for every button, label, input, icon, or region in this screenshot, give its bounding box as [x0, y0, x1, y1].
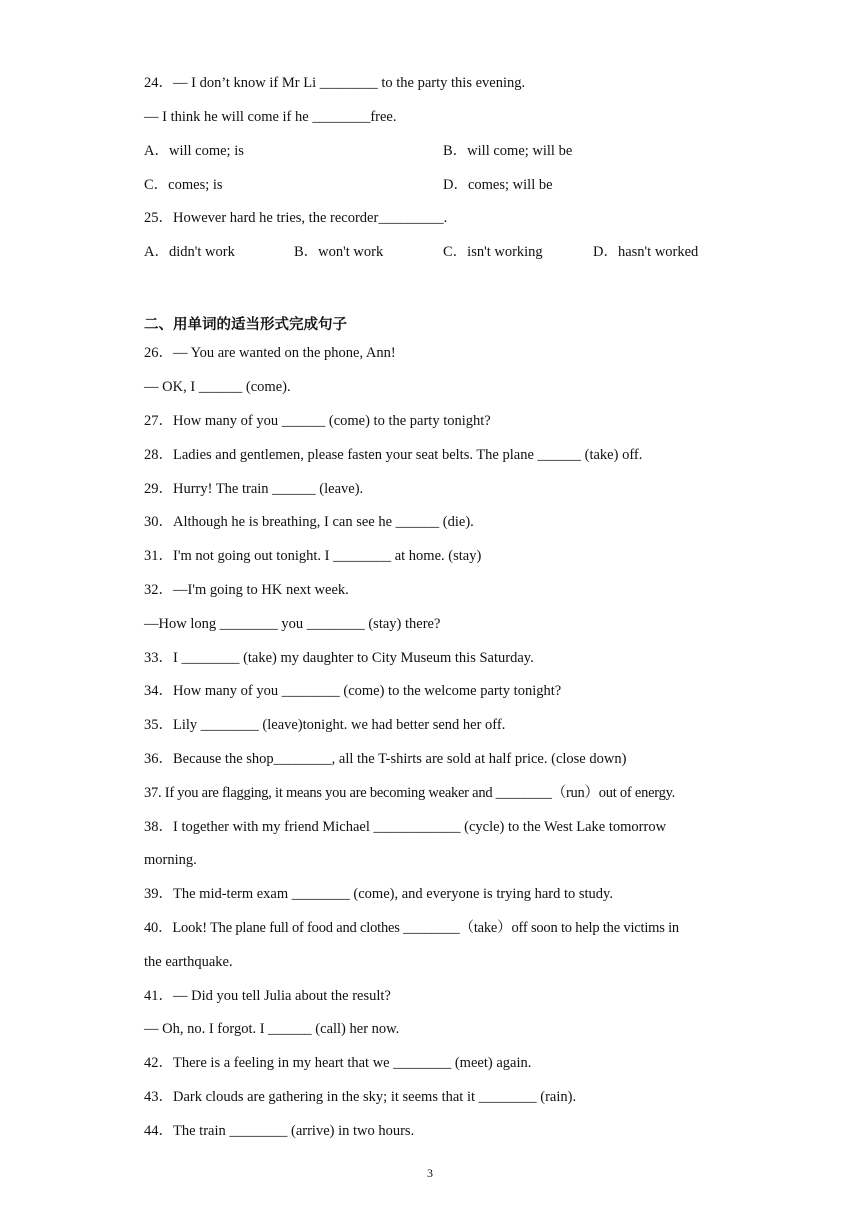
q25-option-d: D．hasn't worked	[593, 244, 699, 260]
exercise-line: 43．Dark clouds are gathering in the sky; it seems that it ________ (rain).	[144, 1089, 577, 1105]
q24-option-b: B．will come; will be	[443, 143, 573, 159]
exercise-line: 30．Although he is breathing, I can see he ______ (die).	[144, 514, 474, 530]
exercise-line: 32．—I'm going to HK next week.	[144, 582, 349, 598]
exercise-line: — OK, I ______ (come).	[144, 379, 291, 395]
exercise-line: 27．How many of you ______ (come) to the party tonight?	[144, 413, 491, 429]
q24-option-c: C．comes; is	[144, 177, 223, 193]
page-number: 3	[427, 1166, 433, 1180]
exercise-line: 31．I'm not going out tonight. I ________ at home. (stay)	[144, 548, 482, 564]
exercise-line: 44．The train ________ (arrive) in two hours.	[144, 1123, 415, 1139]
exercise-line: the earthquake.	[144, 954, 233, 970]
q24-option-d: D．comes; will be	[443, 177, 553, 193]
exercise-line: —How long ________ you ________ (stay) there?	[144, 616, 441, 632]
exercise-line: 41．— Did you tell Julia about the result?	[144, 988, 391, 1004]
exercise-line: 29．Hurry! The train ______ (leave).	[144, 481, 364, 497]
exercise-line: — Oh, no. I forgot. I ______ (call) her now.	[144, 1021, 400, 1037]
exercise-line: morning.	[144, 852, 197, 868]
exercise-line: 37. If you are flagging, it means you are becoming weaker and ________（run）out of energy.	[144, 785, 676, 801]
exercise-line: 33．I ________ (take) my daughter to City Museum this Saturday.	[144, 650, 534, 666]
q25-question: 25．However hard he tries, the recorder_________.	[144, 210, 448, 226]
q25-option-c: C．isn't working	[443, 244, 543, 260]
exercise-line: 35．Lily ________ (leave)tonight. we had better send her off.	[144, 717, 506, 733]
exercise-line: 40．Look! The plane full of food and clothes ________（take）off soon to help the victims in	[144, 920, 679, 936]
exercise-line: 26．— You are wanted on the phone, Ann!	[144, 345, 396, 361]
q25-option-a: A．didn't work	[144, 244, 235, 260]
q24-option-a: A．will come; is	[144, 143, 244, 159]
q24-reply: — I think he will come if he ________free.	[144, 109, 397, 125]
q24-question: 24．— I don’t know if Mr Li ________ to the party this evening.	[144, 75, 526, 91]
exercise-line: 39．The mid-term exam ________ (come), and everyone is trying hard to study.	[144, 886, 613, 902]
exercise-line: 36．Because the shop________, all the T-shirts are sold at half price. (close down)	[144, 751, 627, 767]
q25-option-b: B．won't work	[294, 244, 384, 260]
exercise-line: 42．There is a feeling in my heart that we ________ (meet) again.	[144, 1055, 532, 1071]
exercise-line: 38．I together with my friend Michael ____________ (cycle) to the West Lake tomorrow	[144, 819, 667, 835]
exercise-line: 34．How many of you ________ (come) to the welcome party tonight?	[144, 683, 562, 699]
section-heading: 二、用单词的适当形式完成句子	[144, 317, 347, 333]
exercise-line: 28．Ladies and gentlemen, please fasten your seat belts. The plane ______ (take) off.	[144, 447, 643, 463]
